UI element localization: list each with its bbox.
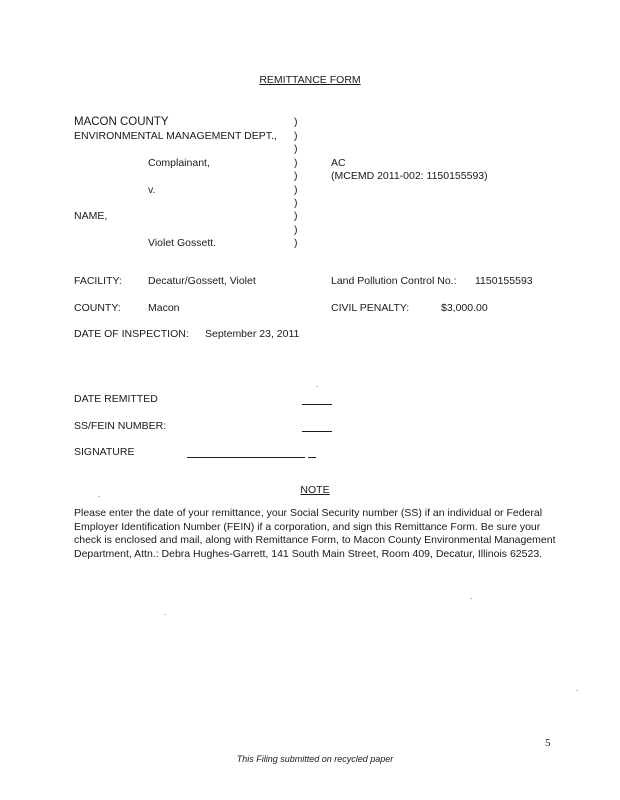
signature-label: SIGNATURE: [74, 446, 135, 458]
caption-bracket: ): [294, 116, 298, 128]
ss-fein-label: SS/FEIN NUMBER:: [74, 420, 167, 432]
inspection-date-label: DATE OF INSPECTION:: [74, 328, 189, 340]
inspection-date-value: September 23, 2011: [205, 328, 300, 340]
civil-penalty-label: CIVIL PENALTY:: [331, 302, 410, 314]
date-remitted-label: DATE REMITTED: [74, 393, 158, 405]
recycled-paper-footer: This Filing submitted on recycled paper: [236, 754, 394, 764]
complainant-label: Complainant,: [148, 157, 210, 169]
respondent-name-label: NAME,: [74, 210, 108, 222]
case-prefix: AC: [331, 157, 346, 169]
note-heading: NOTE: [300, 484, 330, 496]
control-number-label: Land Pollution Control No.:: [331, 275, 457, 287]
facility-value: Decatur/Gossett, Violet: [148, 275, 256, 287]
agency-dept: ENVIRONMENTAL MANAGEMENT DEPT.,: [74, 130, 277, 142]
respondent-name: Violet Gossett.: [148, 237, 217, 249]
case-number: (MCEMD 2011-002: 1150155593): [331, 170, 488, 182]
date-remitted-blank[interactable]: [302, 404, 332, 405]
ss-fein-blank[interactable]: [302, 431, 332, 432]
county-value: Macon: [148, 302, 180, 314]
county-label: COUNTY:: [74, 302, 121, 314]
note-body: Please enter the date of your remittance, your Social Security number (SS) if an individual or Federal Employer Identification Number (FEIN) if a corporation, and sign this Remittance Form. Be sure your check is enclosed and mail, along with Remittance Form, to Macon County Environmental Management Department, Attn.: Debra Hughes-Garrett, 141 South Main Street, Room 409, Decatur, Illinois 62523.: [74, 507, 556, 560]
control-number-value: 1150155593: [475, 275, 533, 287]
remittance-form-page: REMITTANCE FORM MACON COUNTY ENVIRONMENTAL MANAGEMENT DEPT., Complainant, v. NAME, Violet Gossett. ) ) ) ) ) ) ) ) ) ) AC (MCEMD 2011-002: 1150155593) FACILITY: Decatur/Gossett, Violet Land Pollution Control No.: 1150155593 COUNTY: Macon CIVIL PENALTY: $3,000.00 DATE OF INSPECTION: September 23, 2011 DATE REMITTED SS/FEIN NUMBER: SIGNATURE NOTE Please enter the date of your remittance, your Social Security number (SS) if an individual or Federal Employer Identification Number (FEIN) if a corporation, and sign this Remittance Form. Be sure your check is enclosed and mail, along with Remittance Form, to Macon County Environmental Management Department, Attn.: Debra Hughes-Garrett, 141 South Main Street, Room 409, Decatur, Illinois 62523. . . . . . 5 This Filing submitted on recycled paper: [0, 0, 620, 800]
form-title: REMITTANCE FORM: [259, 74, 361, 86]
signature-blank[interactable]: [187, 457, 305, 458]
agency-name: MACON COUNTY: [74, 116, 169, 128]
civil-penalty-value: $3,000.00: [441, 302, 488, 314]
page-number: 5: [545, 737, 551, 749]
facility-label: FACILITY:: [74, 275, 122, 287]
versus-label: v.: [148, 184, 156, 196]
